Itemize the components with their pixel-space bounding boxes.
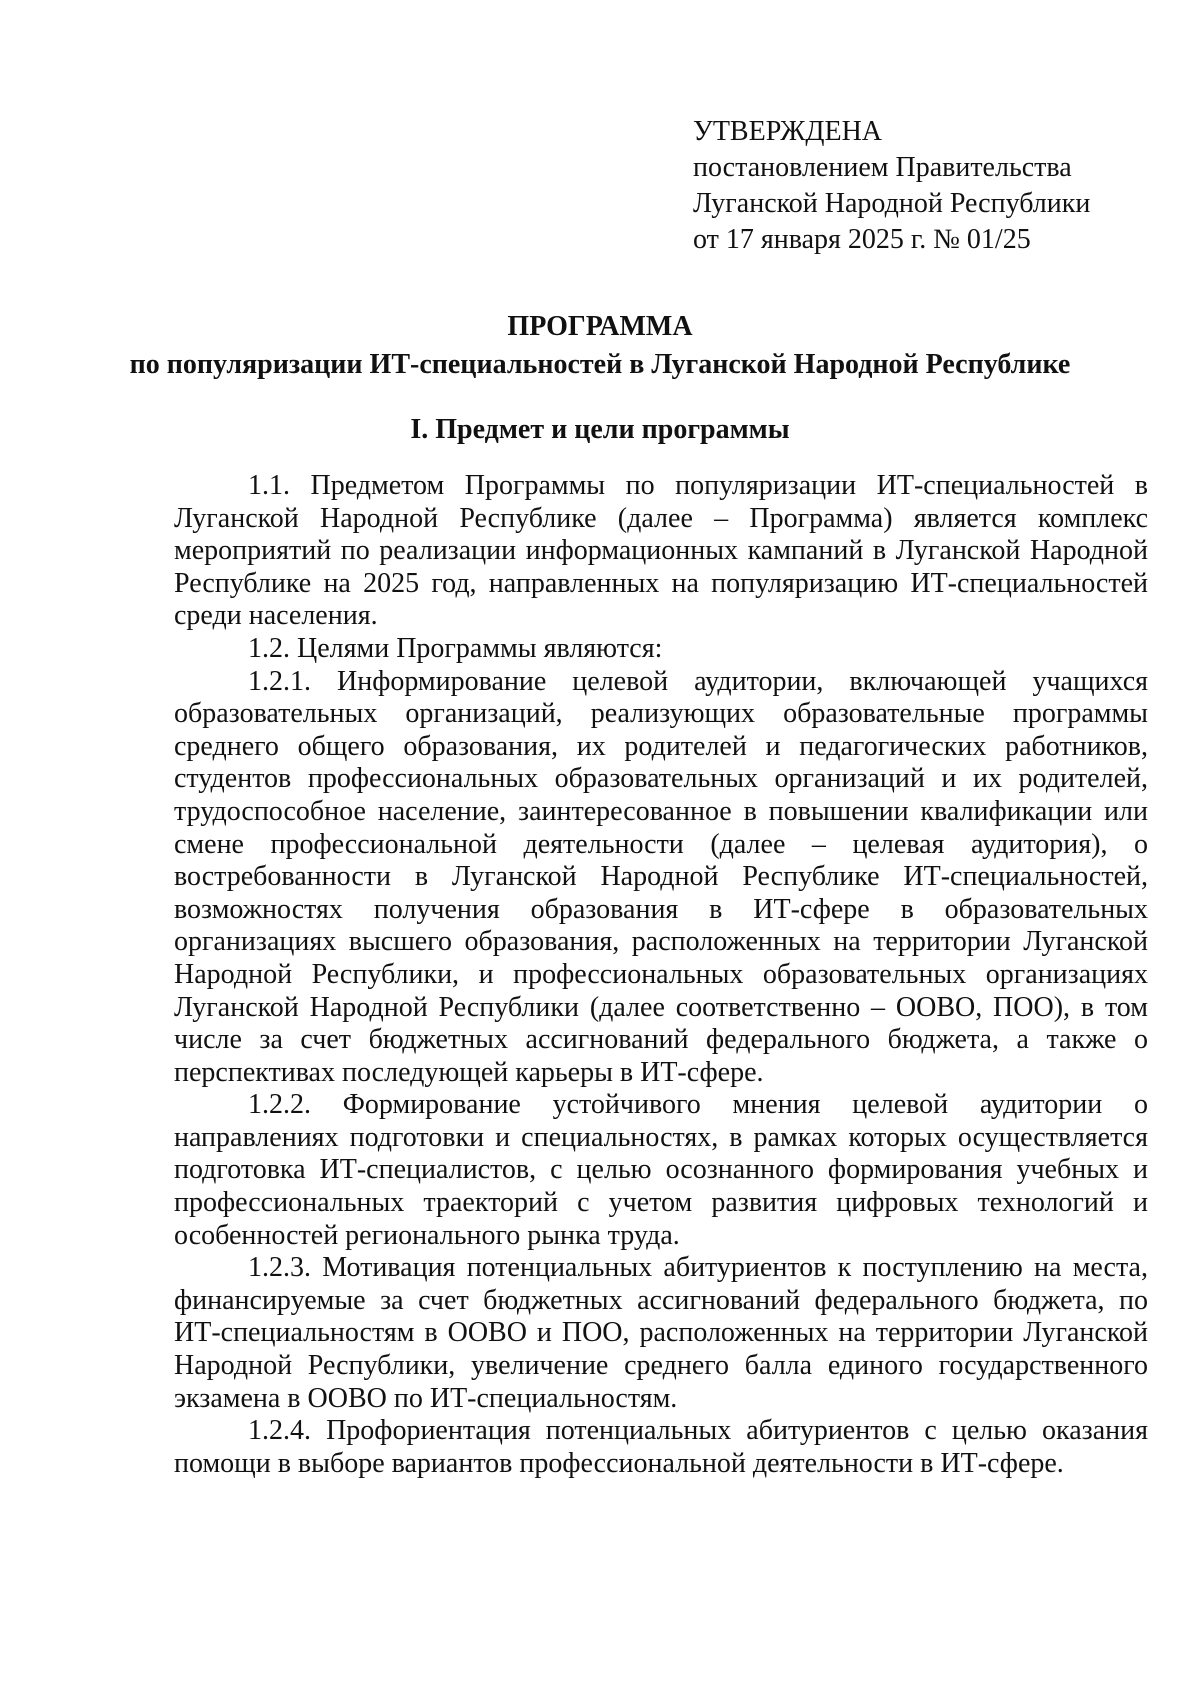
paragraph-1-1: 1.1. Предметом Программы по популяризации ИТ-специальностей в Луганской Народной Республике (далее – Программа) является комплекс мероприятий по реализации информационных кампаний в Луганской Народной Республике на 2025 год, направленных на популяризацию ИТ-специальностей среди населения. [174,470,1148,632]
document-title: ПРОГРАММА [507,311,693,342]
approval-basis: постановлением Правительства [693,152,1072,183]
paragraph-1-2-4: 1.2.4. Профориентация потенциальных абитуриентов с целью оказания помощи в выборе вариантов профессиональной деятельности в ИТ-сфере. [174,1415,1148,1479]
paragraph-1-2: 1.2. Целями Программы являются: [248,632,663,664]
approval-date-number: от 17 января 2025 г. № 01/25 [693,224,1031,255]
document-body [174,470,1148,1480]
document-subtitle: по популяризации ИТ-специальностей в Луганской Народной Республике [129,349,1071,380]
approval-authority: Луганской Народной Республики [693,188,1091,219]
approval-status: УТВЕРЖДЕНА [693,116,883,147]
section-heading: I. Предмет и цели программы [410,414,790,445]
paragraph-1-2-2: 1.2.2. Формирование устойчивого мнения целевой аудитории о направлениях подготовки и специальностях, в рамках которых осуществляется подготовка ИТ-специалистов, с целью осознанного формирования учебных и профессиональных траекторий с учетом развития цифровых технологий и особенностей регионального рынка труда. [174,1089,1148,1251]
document-title-block [0,308,1200,384]
paragraph-1-2-3: 1.2.3. Мотивация потенциальных абитуриентов к поступлению на места, финансируемые за счет бюджетных ассигнований федерального бюджета, по ИТ-специальностям в ООВО и ПОО, расположенных на территории Луганской Народной Республики, увеличение среднего балла единого государственного экзамена в ООВО по ИТ-специальностям. [174,1252,1148,1414]
approval-stamp [693,114,1090,258]
paragraph-1-2-1: 1.2.1. Информирование целевой аудитории, включающей учащихся образовательных организаций, реализующих образовательные программы среднего общего образования, их родителей и педагогических работников, студентов профессиональных образовательных организаций и их родителей, трудоспособное население, заинтересованное в повышении квалификации или смене профессиональной деятельности (далее – целевая аудитория), о востребованности в Луганской Народной Республике ИТ-специальностей, возможностях получения образования в ИТ-сфере в образовательных организациях высшего образования, расположенных на территории Луганской Народной Республики, и профессиональных образовательных организациях Луганской Народной Республики (далее соответственно – ООВО, ПОО), в том числе за счет бюджетных ассигнований федерального бюджета, а также о перспективах последующей карьеры в ИТ-сфере. [174,665,1148,1088]
